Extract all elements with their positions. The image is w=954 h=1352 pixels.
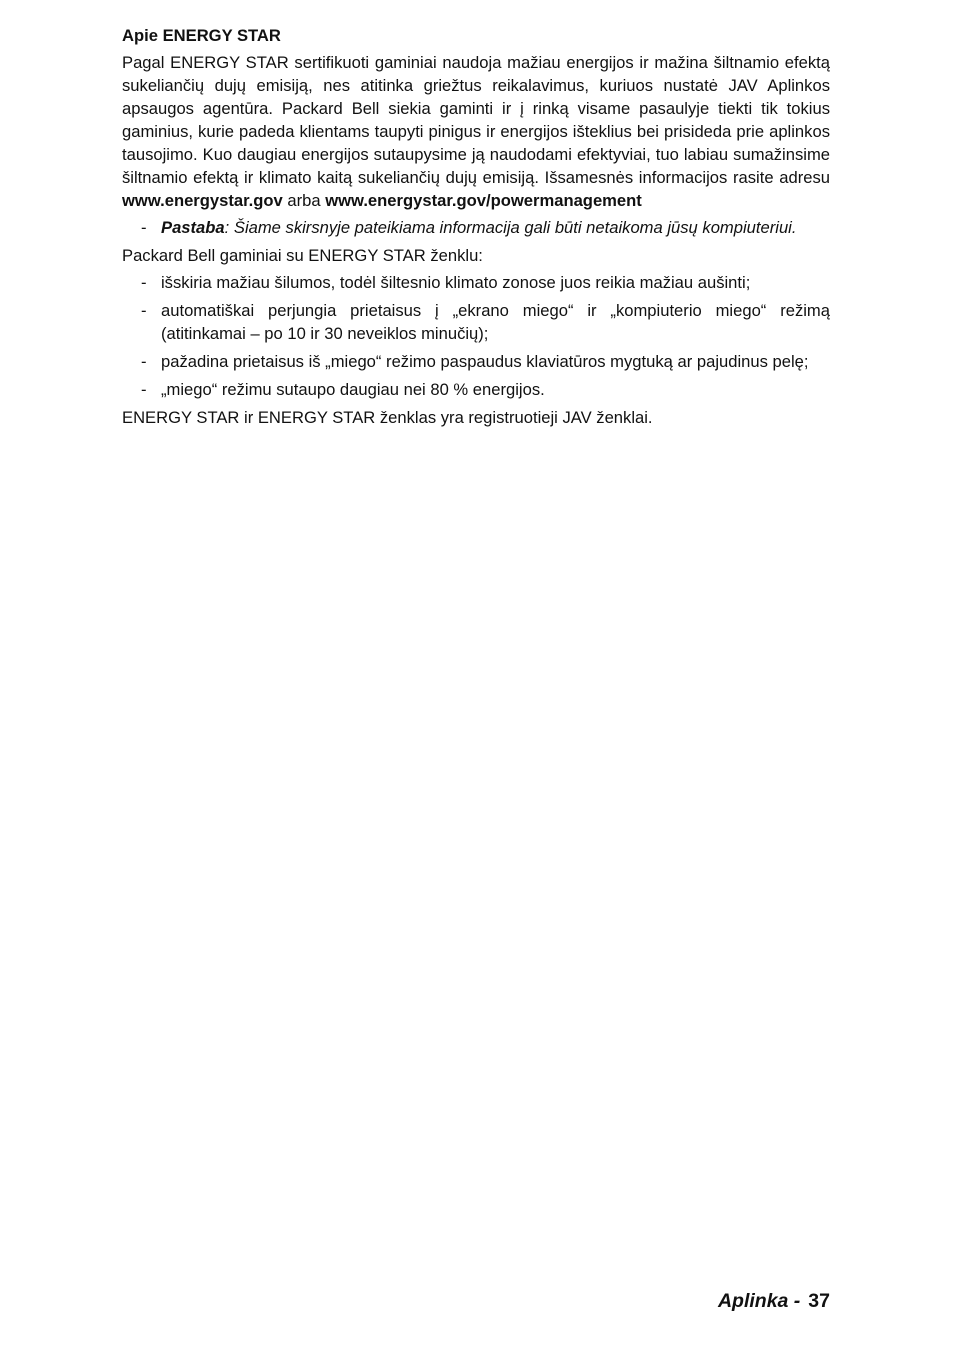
list-item xyxy=(122,299,830,345)
paragraph-connector: arba xyxy=(282,191,326,210)
features-intro: Packard Bell gaminiai su ENERGY STAR ženklu: xyxy=(122,246,483,265)
note-label: Pastaba xyxy=(161,218,225,237)
list-dash: - xyxy=(141,380,147,399)
list-item-text: išskiria mažiau šilumos, todėl šiltesnio klimato zonose juos reikia mažiau aušinti; xyxy=(161,273,751,292)
page-content xyxy=(122,24,830,429)
list-item-text: pažadina prietaisus iš „miego“ režimo paspaudus klaviatūros mygtuką ar pajudinus pelę; xyxy=(161,352,809,371)
features-list xyxy=(122,271,830,401)
note-dash: - xyxy=(141,218,147,237)
list-item-text: automatiškai perjungia prietaisus į „ekrano miego“ ir „kompiuterio miego“ režimą (atitinkamai – po 10 ir 30 neveiklos minučių); xyxy=(161,301,830,343)
list-dash: - xyxy=(141,301,147,320)
energystar-link: www.energystar.gov xyxy=(122,191,283,210)
energy-star-paragraph xyxy=(122,51,830,212)
page-number: 37 xyxy=(808,1290,830,1312)
list-item xyxy=(122,378,830,401)
list-dash: - xyxy=(141,352,147,371)
list-item xyxy=(122,350,830,373)
section-heading: Apie ENERGY STAR xyxy=(122,26,281,45)
note-list xyxy=(122,216,830,239)
trademark-notice: ENERGY STAR ir ENERGY STAR ženklas yra registruotieji JAV ženklai. xyxy=(122,408,653,427)
footer-section-name: Aplinka - xyxy=(717,1290,801,1312)
note-text: : Šiame skirsnyje pateikiama informacija gali būti netaikoma jūsų kompiuteriui. xyxy=(224,218,797,237)
page-footer xyxy=(718,1290,830,1313)
powermanagement-link: www.energystar.gov/powermanagement xyxy=(325,191,642,210)
paragraph-text: Pagal ENERGY STAR sertifikuoti gaminiai naudoja mažiau energijos ir mažina šiltnamio efektą sukeliančių dujų emisiją, nes atitinka griežtus reikalavimus, kuriuos nustatė JAV Aplinkos apsaugos agentūra. Packard Bell siekia gaminti ir į rinką visame pasaulyje tiekti tik tokius gaminius, kurie padeda klientams taupyti pinigus ir energijos išteklius bei prisideda prie aplinkos tausojimo. Kuo daugiau energijos sutaupysime ją naudodami efektyviai, tuo labiau sumažinsime šiltnamio efektą ir klimato kaitą sukeliančių dujų emisiją. Išsamesnės informacijos rasite adresu xyxy=(122,53,830,187)
note-item xyxy=(122,216,830,239)
list-dash: - xyxy=(141,273,147,292)
list-item-text: „miego“ režimu sutaupo daugiau nei 80 % energijos. xyxy=(161,380,545,399)
list-item xyxy=(122,271,830,294)
